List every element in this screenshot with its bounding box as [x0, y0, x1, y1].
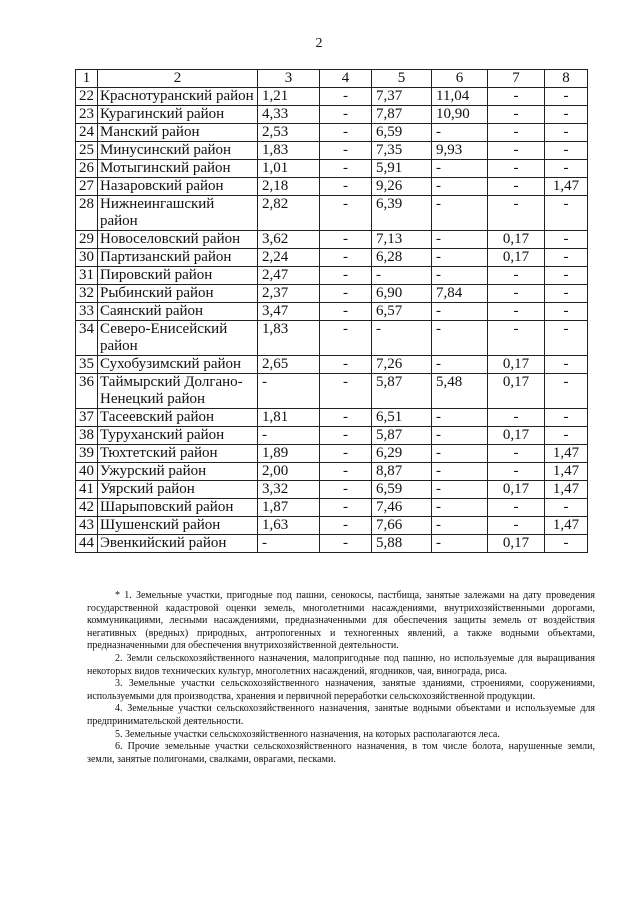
district-name: Сухобузимский район — [98, 356, 258, 374]
value-cell: - — [320, 499, 372, 517]
value-cell: - — [320, 374, 372, 409]
table-row — [76, 142, 588, 160]
value-cell: - — [432, 463, 488, 481]
page-number: 2 — [315, 36, 323, 51]
value-cell: 1,47 — [545, 463, 588, 481]
value-cell: - — [320, 321, 372, 356]
value-cell: - — [545, 160, 588, 178]
value-cell: - — [488, 178, 545, 196]
value-cell: - — [432, 517, 488, 535]
district-name: Тасеевский район — [98, 409, 258, 427]
value-cell: 6,39 — [372, 196, 432, 231]
district-name: Северо-Енисейский район — [98, 321, 258, 356]
value-cell: - — [432, 303, 488, 321]
table-row — [76, 463, 588, 481]
value-cell: 2,53 — [258, 124, 320, 142]
value-cell: - — [432, 499, 488, 517]
value-cell: - — [432, 249, 488, 267]
row-number: 42 — [76, 499, 98, 517]
district-name: Краснотуранский район — [98, 88, 258, 106]
district-name: Новоселовский район — [98, 231, 258, 249]
district-name: Минусинский район — [98, 142, 258, 160]
table-row — [76, 178, 588, 196]
value-cell: 7,13 — [372, 231, 432, 249]
value-cell: - — [488, 499, 545, 517]
row-number: 38 — [76, 427, 98, 445]
value-cell: 1,21 — [258, 88, 320, 106]
value-cell: - — [320, 517, 372, 535]
value-cell: 0,17 — [488, 481, 545, 499]
value-cell: - — [432, 124, 488, 142]
district-name: Пировский район — [98, 267, 258, 285]
value-cell: 0,17 — [488, 231, 545, 249]
value-cell: 1,89 — [258, 445, 320, 463]
value-cell: - — [488, 106, 545, 124]
value-cell: - — [432, 356, 488, 374]
value-cell: - — [545, 303, 588, 321]
value-cell: 6,28 — [372, 249, 432, 267]
value-cell: 2,82 — [258, 196, 320, 231]
district-name: Саянский район — [98, 303, 258, 321]
value-cell: - — [320, 249, 372, 267]
value-cell: - — [320, 445, 372, 463]
value-cell: - — [545, 285, 588, 303]
table-row — [76, 88, 588, 106]
value-cell: - — [545, 106, 588, 124]
value-cell: 0,17 — [488, 535, 545, 553]
value-cell: 2,18 — [258, 178, 320, 196]
value-cell: 1,47 — [545, 445, 588, 463]
value-cell: - — [545, 321, 588, 356]
value-cell: 2,00 — [258, 463, 320, 481]
value-cell: - — [258, 427, 320, 445]
value-cell: - — [545, 88, 588, 106]
value-cell: 8,87 — [372, 463, 432, 481]
value-cell: - — [432, 160, 488, 178]
district-name: Мотыгинский район — [98, 160, 258, 178]
value-cell: 1,01 — [258, 160, 320, 178]
value-cell: 5,87 — [372, 374, 432, 409]
value-cell: - — [545, 196, 588, 231]
value-cell: 2,37 — [258, 285, 320, 303]
row-number: 24 — [76, 124, 98, 142]
value-cell: 3,62 — [258, 231, 320, 249]
district-name: Рыбинский район — [98, 285, 258, 303]
value-cell: 9,93 — [432, 142, 488, 160]
value-cell: 7,66 — [372, 517, 432, 535]
table-row — [76, 321, 588, 356]
table-row — [76, 124, 588, 142]
column-header: 6 — [432, 70, 488, 88]
value-cell: - — [545, 409, 588, 427]
table-row — [76, 481, 588, 499]
value-cell: - — [432, 445, 488, 463]
district-name: Шушенский район — [98, 517, 258, 535]
footnote-paragraph: 3. Земельные участки сельскохозяйственного назначения, занятые зданиями, строениями, сооружениями, используемыми для производства, хранения и первичной переработки сельскохозяйственной продукции. — [87, 678, 595, 702]
row-number: 36 — [76, 374, 98, 409]
value-cell: 0,17 — [488, 427, 545, 445]
value-cell: - — [545, 499, 588, 517]
value-cell: - — [320, 535, 372, 553]
district-name: Партизанский район — [98, 249, 258, 267]
value-cell: - — [488, 196, 545, 231]
value-cell: - — [320, 196, 372, 231]
row-number: 23 — [76, 106, 98, 124]
value-cell: - — [320, 303, 372, 321]
row-number: 33 — [76, 303, 98, 321]
value-cell: - — [320, 88, 372, 106]
value-cell: - — [545, 249, 588, 267]
value-cell: 2,65 — [258, 356, 320, 374]
district-name: Уярский район — [98, 481, 258, 499]
value-cell: 5,88 — [372, 535, 432, 553]
value-cell: 7,84 — [432, 285, 488, 303]
row-number: 31 — [76, 267, 98, 285]
footnote-paragraph: 2. Земли сельскохозяйственного назначения, малопригодные под пашню, но используемые для выращивания некоторых видов технических культур, многолетних насаждений, ягодников, чая, винограда, риса. — [87, 652, 595, 677]
value-cell: - — [320, 409, 372, 427]
value-cell: - — [432, 409, 488, 427]
value-cell: - — [258, 535, 320, 553]
value-cell: - — [320, 124, 372, 142]
column-header: 1 — [76, 70, 98, 88]
table-row — [76, 267, 588, 285]
value-cell: 7,87 — [372, 106, 432, 124]
column-header: 2 — [98, 70, 258, 88]
value-cell: 10,90 — [432, 106, 488, 124]
value-cell: - — [488, 124, 545, 142]
value-cell: 3,32 — [258, 481, 320, 499]
row-number: 35 — [76, 356, 98, 374]
value-cell: - — [545, 142, 588, 160]
column-header: 3 — [258, 70, 320, 88]
value-cell: - — [488, 267, 545, 285]
value-cell: 5,48 — [432, 374, 488, 409]
value-cell: - — [432, 196, 488, 231]
row-number: 37 — [76, 409, 98, 427]
district-name: Шарыповский район — [98, 499, 258, 517]
district-name: Курагинский район — [98, 106, 258, 124]
value-cell: 9,26 — [372, 178, 432, 196]
value-cell: - — [372, 267, 432, 285]
value-cell: - — [320, 142, 372, 160]
table-header-row — [76, 70, 588, 88]
table-row — [76, 231, 588, 249]
value-cell: - — [488, 285, 545, 303]
value-cell: - — [432, 321, 488, 356]
value-cell: 2,24 — [258, 249, 320, 267]
table-row — [76, 249, 588, 267]
value-cell: 1,63 — [258, 517, 320, 535]
district-name: Тюхтетский район — [98, 445, 258, 463]
value-cell: 1,81 — [258, 409, 320, 427]
land-value-table — [75, 69, 588, 553]
value-cell: 1,47 — [545, 178, 588, 196]
value-cell: - — [432, 481, 488, 499]
column-header: 8 — [545, 70, 588, 88]
value-cell: - — [320, 356, 372, 374]
value-cell: 6,57 — [372, 303, 432, 321]
value-cell: - — [488, 321, 545, 356]
value-cell: 1,83 — [258, 321, 320, 356]
row-number: 25 — [76, 142, 98, 160]
value-cell: - — [488, 142, 545, 160]
value-cell: - — [320, 160, 372, 178]
table-row — [76, 535, 588, 553]
value-cell: - — [258, 374, 320, 409]
value-cell: - — [488, 88, 545, 106]
value-cell: - — [488, 445, 545, 463]
value-cell: - — [320, 481, 372, 499]
column-header: 7 — [488, 70, 545, 88]
footnote-paragraph: * 1. Земельные участки, пригодные под пашни, сенокосы, пастбища, занятые залежами на дату проведения государственной кадастровой оценки земель, многолетними насаждениями, внутрихозяйственными дорогами, коммуникациями, лесными насаждениями, предназначенными для обеспечения защиты земель от воздействия негативных (вредных) природных, антропогенных и техногенных явлений, а также водными объектами, предназначенными для обеспечения внутрихозяйственной деятельности. — [87, 590, 595, 652]
value-cell: 6,90 — [372, 285, 432, 303]
footnotes — [87, 590, 595, 766]
value-cell: - — [320, 463, 372, 481]
value-cell: 5,91 — [372, 160, 432, 178]
value-cell: 2,47 — [258, 267, 320, 285]
row-number: 43 — [76, 517, 98, 535]
value-cell: - — [488, 409, 545, 427]
table-row — [76, 356, 588, 374]
value-cell: - — [488, 303, 545, 321]
value-cell: 11,04 — [432, 88, 488, 106]
district-name: Туруханский район — [98, 427, 258, 445]
table-row — [76, 499, 588, 517]
table-row — [76, 427, 588, 445]
column-header: 4 — [320, 70, 372, 88]
row-number: 27 — [76, 178, 98, 196]
value-cell: 1,83 — [258, 142, 320, 160]
value-cell: - — [545, 231, 588, 249]
value-cell: 1,47 — [545, 481, 588, 499]
district-name: Назаровский район — [98, 178, 258, 196]
table-row — [76, 303, 588, 321]
value-cell: - — [432, 231, 488, 249]
footnote-paragraph: 4. Земельные участки сельскохозяйственного назначения, занятые водными объектами и используемые для предпринимательской деятельности. — [87, 703, 595, 727]
value-cell: - — [432, 535, 488, 553]
value-cell: - — [432, 267, 488, 285]
district-name: Ужурский район — [98, 463, 258, 481]
value-cell: - — [320, 178, 372, 196]
table-row — [76, 106, 588, 124]
row-number: 34 — [76, 321, 98, 356]
value-cell: - — [320, 106, 372, 124]
district-name: Эвенкийский район — [98, 535, 258, 553]
value-cell: 7,37 — [372, 88, 432, 106]
table-row — [76, 374, 588, 409]
row-number: 44 — [76, 535, 98, 553]
value-cell: - — [320, 427, 372, 445]
value-cell: - — [545, 356, 588, 374]
row-number: 28 — [76, 196, 98, 231]
row-number: 32 — [76, 285, 98, 303]
value-cell: 7,26 — [372, 356, 432, 374]
value-cell: 1,87 — [258, 499, 320, 517]
column-header: 5 — [372, 70, 432, 88]
table-row — [76, 285, 588, 303]
value-cell: 7,46 — [372, 499, 432, 517]
value-cell: 0,17 — [488, 374, 545, 409]
value-cell: - — [545, 535, 588, 553]
value-cell: 3,47 — [258, 303, 320, 321]
value-cell: 1,47 — [545, 517, 588, 535]
district-name: Таймырский Долгано-Ненецкий район — [98, 374, 258, 409]
value-cell: - — [545, 124, 588, 142]
row-number: 22 — [76, 88, 98, 106]
row-number: 41 — [76, 481, 98, 499]
value-cell: - — [545, 267, 588, 285]
value-cell: - — [488, 517, 545, 535]
district-name: Нижнеингашский район — [98, 196, 258, 231]
value-cell: - — [320, 267, 372, 285]
row-number: 26 — [76, 160, 98, 178]
row-number: 29 — [76, 231, 98, 249]
value-cell: 7,35 — [372, 142, 432, 160]
value-cell: - — [545, 427, 588, 445]
value-cell: 6,59 — [372, 124, 432, 142]
table-row — [76, 409, 588, 427]
table-row — [76, 445, 588, 463]
value-cell: 6,29 — [372, 445, 432, 463]
table-row — [76, 196, 588, 231]
footnote-paragraph: 5. Земельные участки сельскохозяйственного назначения, на которых располагаются леса. — [115, 728, 500, 740]
value-cell: 5,87 — [372, 427, 432, 445]
value-cell: 6,51 — [372, 409, 432, 427]
district-name: Манский район — [98, 124, 258, 142]
row-number: 30 — [76, 249, 98, 267]
value-cell: - — [320, 231, 372, 249]
value-cell: 0,17 — [488, 356, 545, 374]
value-cell: - — [432, 427, 488, 445]
value-cell: - — [372, 321, 432, 356]
row-number: 40 — [76, 463, 98, 481]
value-cell: - — [488, 463, 545, 481]
value-cell: - — [320, 285, 372, 303]
value-cell: - — [488, 160, 545, 178]
value-cell: - — [545, 374, 588, 409]
value-cell: 0,17 — [488, 249, 545, 267]
table-row — [76, 517, 588, 535]
footnote-paragraph: 6. Прочие земельные участки сельскохозяйственного назначения, в том числе болота, нарушенные земли, земли, занятые полигонами, свалками, оврагами, песками. — [87, 741, 595, 765]
value-cell: 6,59 — [372, 481, 432, 499]
value-cell: - — [432, 178, 488, 196]
value-cell: 4,33 — [258, 106, 320, 124]
row-number: 39 — [76, 445, 98, 463]
table-row — [76, 160, 588, 178]
